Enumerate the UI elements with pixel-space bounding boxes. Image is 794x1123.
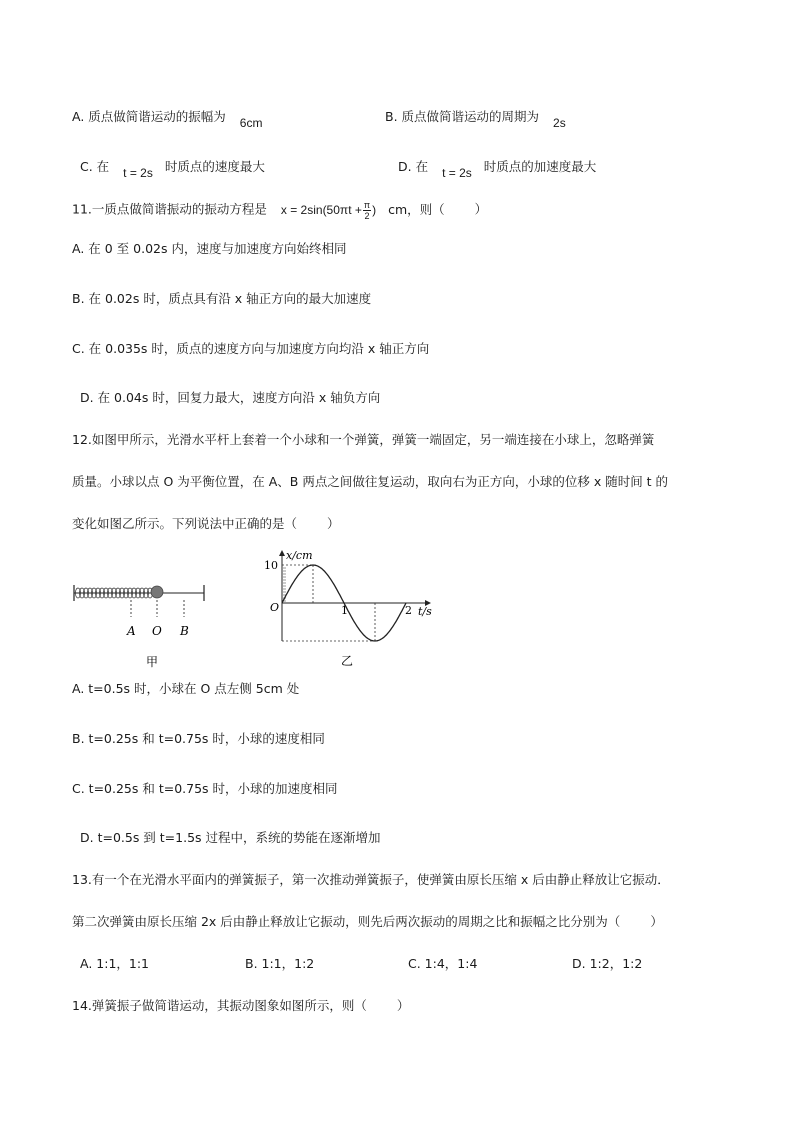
q10-option-c <box>80 158 265 180</box>
q13-option-c: C. 1:4，1:4 <box>408 956 478 971</box>
y-axis-label: x/cm <box>286 549 313 562</box>
q10-option-c-math: t = 2s <box>123 166 153 180</box>
q14-stem-text: 14.弹簧振子做简谐运动，其振动图象如图所示，则（ <box>72 998 367 1013</box>
q12-stem-line1: 12.如图甲所示，光滑水平杆上套着一个小球和一个弹簧，弹簧一端固定，另一端连接在小球上，忽略弹簧 <box>72 432 655 447</box>
q11-equation-right: ) <box>372 202 377 217</box>
q10-option-b-text: B. 质点做简谐运动的周期为 <box>385 109 540 124</box>
q10-option-a-text: A. 质点做简谐运动的振幅为 <box>72 109 226 124</box>
q11-equation-numerator: π <box>363 200 371 210</box>
q13-stem-line1: 13.有一个在光滑水平面内的弹簧振子，第一次推动弹簧振子，使弹簧由原长压缩 x 后由静止释放让它振动． <box>72 872 670 887</box>
q12-stem-line2: 质量。小球以点 O 为平衡位置，在 A、B 两点之间做往复运动，取向右为正方向，小球的位移 x 随时间 t 的 <box>72 474 669 489</box>
q14-stem <box>72 997 409 1015</box>
x-axis-label: t/s <box>418 605 432 618</box>
label-b: B <box>180 624 189 638</box>
q11-equation-left: x = 2sin(50πt + <box>280 202 362 217</box>
q13-option-a: A. 1:1，1:1 <box>80 956 150 971</box>
label-o: O <box>152 624 162 638</box>
q10-option-c-post: 时质点的速度最大 <box>164 159 265 174</box>
q12-stem-line3 <box>72 515 340 533</box>
q11-stem-pre: 11.一质点做简谐振动的振动方程是 <box>72 201 267 217</box>
q11-option-b: B. 在 0.02s 时，质点具有沿 x 轴正方向的最大加速度 <box>72 291 372 306</box>
q11-equation-fraction <box>363 200 371 221</box>
q14-stem-close: ） <box>396 998 410 1013</box>
q12-stem-line3-text: 变化如图乙所示。下列说法中正确的是（ <box>72 516 298 531</box>
q11-option-a: A. 在 0 至 0.02s 内，速度与加速度方向始终相同 <box>72 241 347 256</box>
y-tick-10: 10 <box>264 559 278 572</box>
q10-option-d-math: t = 2s <box>442 166 472 180</box>
x-tick-2: 2 <box>405 604 412 617</box>
q11-stem-unit: cm，则（ <box>388 201 445 217</box>
q13-option-d: D. 1:2，1:2 <box>572 956 643 971</box>
caption-jia: 甲 <box>146 655 159 669</box>
q10-option-c-pre: C. 在 <box>80 159 110 174</box>
q11-stem <box>72 200 487 221</box>
q13-option-b: B. 1:1，1:2 <box>245 956 315 971</box>
q12-stem-line3-close: ） <box>327 516 340 531</box>
ball <box>151 586 163 598</box>
q12-option-d: D. t=0.5s 到 t=1.5s 过程中，系统的势能在逐渐增加 <box>80 830 381 845</box>
q12-option-c: C. t=0.25s 和 t=0.75s 时，小球的加速度相同 <box>72 781 338 796</box>
q10-option-d-pre: D. 在 <box>398 159 429 174</box>
q12-option-b: B. t=0.25s 和 t=0.75s 时，小球的速度相同 <box>72 731 325 746</box>
q11-equation <box>280 200 377 221</box>
q13-stem-line2-close: ） <box>650 914 663 929</box>
q10-option-b <box>385 108 566 130</box>
q13-stem-line2 <box>72 913 663 931</box>
q10-option-d-post: 时质点的加速度最大 <box>483 159 597 174</box>
q13-stem-line2-text: 第二次弹簧由原长压缩 2x 后由静止释放让它振动，则先后两次振动的周期之比和振幅之比分别为（ <box>72 914 621 929</box>
q10-option-d <box>398 158 597 180</box>
q12-option-a: A. t=0.5s 时，小球在 O 点左侧 5cm 处 <box>72 681 300 696</box>
q11-equation-denominator: 2 <box>364 211 370 221</box>
q11-option-c: C. 在 0.035s 时，质点的速度方向与加速度方向均沿 x 轴正方向 <box>72 341 430 356</box>
q10-option-a-value: 6cm <box>239 116 263 130</box>
x-tick-1: 1 <box>341 604 348 617</box>
q11-stem-close: ） <box>474 201 488 217</box>
origin-label: O <box>270 601 280 614</box>
label-a: A <box>127 624 136 638</box>
q10-option-b-value: 2s <box>553 116 566 130</box>
q10-option-a <box>72 108 263 130</box>
q11-option-d: D. 在 0.04s 时，回复力最大，速度方向沿 x 轴负方向 <box>80 390 381 405</box>
figure-jia <box>68 575 218 675</box>
figure-yi-chart <box>258 545 458 670</box>
caption-yi: 乙 <box>341 654 354 668</box>
